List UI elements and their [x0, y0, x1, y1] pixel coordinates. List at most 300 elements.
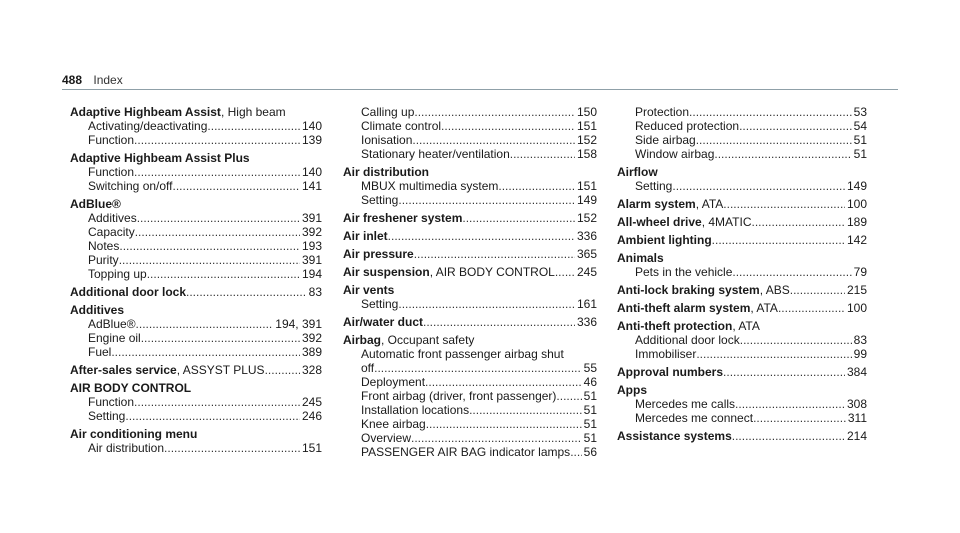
index-subentry [343, 193, 597, 207]
dot-leader [414, 247, 575, 261]
dot-leader [778, 301, 845, 315]
index-subentry [70, 239, 322, 253]
index-entry [343, 283, 597, 311]
index-term-qualifier: , ABS [759, 283, 790, 297]
index-term-text [617, 283, 790, 297]
index-entry [617, 251, 867, 279]
index-entry [343, 165, 597, 207]
index-term-qualifier: , AIR BODY CONTROL [429, 265, 555, 279]
section-title: Index [93, 73, 123, 87]
dot-leader [135, 225, 300, 239]
index-term-text [343, 247, 414, 261]
dot-leader [696, 347, 851, 361]
index-subentry [70, 211, 322, 225]
dot-leader [411, 431, 582, 445]
index-term: Anti-lock braking system [617, 283, 760, 297]
index-entry [70, 303, 322, 359]
index-heading [70, 285, 322, 299]
index-entry [343, 229, 597, 243]
index-subentry [343, 445, 597, 459]
index-subterm: Automatic front passenger airbag shut [361, 347, 564, 361]
index-subentry [617, 179, 867, 193]
index-term-text [343, 265, 555, 279]
dot-leader [510, 147, 575, 161]
index-entry [617, 283, 867, 297]
page-reference[interactable]: 152 [576, 133, 597, 147]
dot-leader [119, 239, 300, 253]
index-subentry [617, 133, 867, 147]
index-term-text [70, 381, 191, 395]
page-reference[interactable]: 215 [846, 283, 867, 297]
dot-leader [423, 315, 575, 329]
index-subentry [70, 345, 322, 359]
index-heading [343, 283, 597, 297]
index-subentry [70, 317, 322, 331]
dot-leader [723, 197, 845, 211]
index-term-text [70, 151, 250, 165]
page-reference[interactable]: 51 [583, 403, 597, 417]
page-reference[interactable]: 151 [576, 179, 597, 193]
dot-leader [134, 395, 300, 409]
index-term-text [617, 319, 760, 333]
dot-leader [265, 363, 300, 377]
index-subentry [70, 225, 322, 239]
index-subentry [70, 133, 322, 147]
dot-leader [147, 267, 300, 281]
index-heading [617, 197, 867, 211]
dot-leader [388, 229, 575, 243]
dot-leader [751, 215, 844, 229]
dot-leader [134, 133, 300, 147]
index-subterm: Additives [88, 211, 137, 225]
index-subterm: Setting [88, 409, 126, 423]
page-reference[interactable]: 51 [853, 147, 867, 161]
header-divider [62, 89, 898, 90]
index-heading [343, 315, 597, 329]
index-term-qualifier: , Occupant safety [381, 333, 475, 347]
index-heading [343, 265, 597, 279]
page-reference[interactable]: 328 [301, 363, 322, 377]
index-subentry [343, 431, 597, 445]
index-subterm: Overview [361, 431, 412, 445]
page-reference[interactable]: 99 [853, 347, 867, 361]
index-subentry [617, 119, 867, 133]
page-reference[interactable]: 158 [576, 147, 597, 161]
index-term-qualifier: , 4MATIC [701, 215, 752, 229]
index-term-text [617, 215, 751, 229]
index-subentry [617, 105, 867, 119]
index-term-text [617, 301, 778, 315]
index-term: Air distribution [343, 165, 429, 179]
dot-leader [441, 119, 575, 133]
index-term-text [343, 333, 474, 347]
page-number: 488 [62, 73, 83, 87]
index-subterm: Function [88, 395, 135, 409]
page-reference[interactable]: 139 [301, 133, 322, 147]
index-entry [617, 429, 867, 443]
index-entry [70, 105, 322, 147]
dot-leader [173, 179, 300, 193]
page-reference[interactable]: 308 [846, 397, 867, 411]
index-subentry [70, 409, 322, 423]
index-subentry [70, 441, 322, 455]
index-term-text [343, 211, 462, 225]
page-reference[interactable]: 79 [853, 265, 867, 279]
index-heading [617, 233, 867, 247]
index-subterm: Deployment [361, 375, 426, 389]
index-entry [617, 197, 867, 211]
page-reference[interactable]: 193 [301, 239, 322, 253]
index-term: Air inlet [343, 229, 388, 243]
page-reference[interactable]: 365 [576, 247, 597, 261]
index-subterm: Purity [88, 253, 119, 267]
index-subterm: Function [88, 165, 135, 179]
index-term-text [617, 165, 658, 179]
page-reference[interactable]: 245 [301, 395, 322, 409]
index-subterm: Switching on/off [88, 179, 173, 193]
index-term: Adaptive Highbeam Assist Plus [70, 151, 250, 165]
page-header [62, 73, 123, 87]
index-heading [617, 165, 867, 179]
dot-leader [790, 283, 845, 297]
page-reference[interactable]: 100 [846, 197, 867, 211]
page-reference[interactable]: 391 [301, 211, 322, 225]
index-entry [70, 427, 322, 455]
index-subterm: Setting [361, 297, 399, 311]
index-subterm: Climate control [361, 119, 442, 133]
index-entry [617, 319, 867, 361]
page-reference[interactable]: 389 [301, 345, 322, 359]
index-term: Air conditioning menu [70, 427, 198, 441]
index-subterm: Notes [88, 239, 120, 253]
page-reference[interactable]: 83 [853, 333, 867, 347]
index-heading [70, 363, 322, 377]
index-subterm: AdBlue® [88, 317, 136, 331]
index-term: Animals [617, 251, 664, 265]
index-subterm: Air distribution [88, 441, 165, 455]
index-term-text [343, 315, 423, 329]
page-reference[interactable]: 246 [301, 409, 322, 423]
index-subterm: Setting [361, 193, 399, 207]
index-heading [617, 283, 867, 297]
index-subentry [343, 389, 597, 403]
index-heading [343, 165, 597, 179]
index-heading [617, 251, 867, 265]
index-term-text [343, 283, 394, 297]
page-reference[interactable]: 214 [846, 429, 867, 443]
index-subentry [617, 347, 867, 361]
page-reference[interactable]: 149 [846, 179, 867, 193]
index-subentry [343, 105, 597, 119]
index-heading [70, 105, 322, 119]
page-reference[interactable]: 391 [301, 253, 322, 267]
index-subentry [617, 147, 867, 161]
index-term: Air suspension [343, 265, 430, 279]
page-reference[interactable]: 51 [583, 389, 597, 403]
page-reference[interactable]: 194, 391 [275, 317, 322, 331]
index-subentry [343, 417, 597, 431]
index-term: Anti-theft protection [617, 319, 733, 333]
index-term: After-sales service [70, 363, 177, 377]
dot-leader [111, 345, 300, 359]
page-reference[interactable]: 194 [301, 267, 322, 281]
dot-leader [136, 317, 274, 331]
index-entry [70, 381, 322, 423]
index-subterm: Mercedes me connect [635, 411, 754, 425]
index-subterm: Front airbag (driver, front passenger) [361, 389, 557, 403]
index-subterm: Side airbag [635, 133, 696, 147]
dot-leader [672, 179, 845, 193]
index-subterm: MBUX multimedia system [361, 179, 499, 193]
page-reference[interactable]: 311 [847, 411, 867, 425]
page-reference[interactable]: 149 [576, 193, 597, 207]
dot-leader [555, 265, 575, 279]
page-reference[interactable]: 142 [846, 233, 867, 247]
index-column-2 [343, 105, 597, 463]
index-entry [70, 363, 322, 377]
index-term: Ambient lighting [617, 233, 712, 247]
index-term: Airflow [617, 165, 658, 179]
page-reference[interactable]: 392 [301, 225, 322, 239]
index-term-text [70, 363, 265, 377]
index-term-text [70, 105, 286, 119]
index-subentry [617, 333, 867, 347]
index-term: Additives [70, 303, 125, 317]
index-heading [343, 333, 597, 347]
page-reference[interactable]: 392 [301, 331, 322, 345]
index-subentry [343, 179, 597, 193]
index-subentry [70, 267, 322, 281]
index-subentry [343, 133, 597, 147]
index-term: Approval numbers [617, 365, 724, 379]
index-entry [70, 197, 322, 281]
index-subterm: Activating/deactivating [88, 119, 208, 133]
index-term: Alarm system [617, 197, 696, 211]
index-subentry [70, 179, 322, 193]
index-term: AIR BODY CONTROL [70, 381, 192, 395]
index-subterm: Function [88, 133, 135, 147]
dot-leader [732, 429, 845, 443]
index-subterm: Window airbag [635, 147, 715, 161]
index-entry [617, 233, 867, 247]
index-term: AdBlue® [70, 197, 121, 211]
index-subterm: Capacity [88, 225, 135, 239]
index-term-qualifier: , ATA [695, 197, 724, 211]
dot-leader [374, 361, 582, 375]
index-heading [617, 319, 867, 333]
index-heading [343, 229, 597, 243]
index-entry [343, 211, 597, 225]
index-heading [70, 427, 322, 441]
index-term-text [343, 229, 388, 243]
index-term-qualifier: , High beam [220, 105, 286, 119]
index-term: Air freshener system [343, 211, 463, 225]
dot-leader [753, 411, 846, 425]
page-reference[interactable]: 140 [301, 165, 322, 179]
page-reference[interactable]: 336 [576, 229, 597, 243]
index-entry [343, 247, 597, 261]
index-heading [617, 429, 867, 443]
page-reference[interactable]: 141 [301, 179, 322, 193]
index-subentry [70, 253, 322, 267]
index-subentry [343, 347, 597, 361]
index-term-qualifier: , ASSYST PLUS [176, 363, 265, 377]
index-column-3 [617, 105, 867, 447]
dot-leader [398, 297, 575, 311]
index-term: Assistance systems [617, 429, 732, 443]
page-reference[interactable]: 100 [846, 301, 867, 315]
index-heading [343, 247, 597, 261]
index-subentry [343, 361, 597, 375]
dot-leader [498, 179, 575, 193]
dot-leader [119, 253, 300, 267]
index-term: Air vents [343, 283, 395, 297]
index-subterm: Stationary heater/ventilation [361, 147, 510, 161]
index-subterm: Topping up [88, 267, 147, 281]
index-subentry [343, 375, 597, 389]
dot-leader [141, 331, 300, 345]
index-term: Airbag [343, 333, 382, 347]
index-subterm: Reduced protection [635, 119, 740, 133]
dot-leader [207, 119, 300, 133]
page-reference[interactable]: 384 [846, 365, 867, 379]
index-term: Air/water duct [343, 315, 424, 329]
page-reference[interactable]: 46 [583, 375, 597, 389]
page-reference[interactable]: 55 [583, 361, 597, 375]
page-reference[interactable]: 336 [576, 315, 597, 329]
index-subentry [343, 119, 597, 133]
index-subterm: Installation locations [361, 403, 470, 417]
index-term-text [617, 233, 712, 247]
index-subentry [70, 119, 322, 133]
index-term-text [70, 427, 197, 441]
index-entry [343, 333, 597, 459]
index-entry [70, 151, 322, 193]
index-term-text [70, 285, 186, 299]
index-subentry [343, 403, 597, 417]
index-subterm: Protection [635, 105, 690, 119]
index-subterm: Mercedes me calls [635, 397, 736, 411]
page-reference[interactable]: 51 [583, 431, 597, 445]
dot-leader [556, 389, 581, 403]
index-subterm: Additional door lock [635, 333, 740, 347]
page-reference[interactable]: 151 [576, 119, 597, 133]
index-term: Additional door lock [70, 285, 186, 299]
index-subterm: Immobiliser [635, 347, 697, 361]
index-subterm: Setting [635, 179, 673, 193]
dot-leader [739, 119, 852, 133]
index-subterm: Knee airbag [361, 417, 426, 431]
page-reference[interactable]: 152 [576, 211, 597, 225]
page-reference[interactable]: 140 [301, 119, 322, 133]
index-subentry [617, 411, 867, 425]
index-term-qualifier: , ATA [750, 301, 778, 315]
index-heading [617, 383, 867, 397]
index-term-text [70, 303, 124, 317]
index-heading [70, 381, 322, 395]
page-reference[interactable]: 150 [576, 105, 597, 119]
page-reference[interactable]: 56 [583, 445, 597, 459]
dot-leader [134, 165, 300, 179]
index-term-text [617, 365, 723, 379]
index-heading [70, 151, 322, 165]
dot-leader [137, 211, 300, 225]
index-heading [70, 303, 322, 317]
index-entry [617, 215, 867, 229]
page-reference[interactable]: 83 [308, 285, 322, 299]
index-subentry [343, 147, 597, 161]
dot-leader [398, 193, 575, 207]
index-subterm: off [361, 361, 375, 375]
dot-leader [414, 105, 575, 119]
index-subterm: PASSENGER AIR BAG indicator lamps [361, 445, 571, 459]
dot-leader [696, 133, 852, 147]
index-entry [343, 265, 597, 279]
page-reference[interactable]: 151 [301, 441, 322, 455]
index-term: All-wheel drive [617, 215, 702, 229]
dot-leader [714, 147, 851, 161]
dot-leader [732, 265, 851, 279]
dot-leader [723, 365, 845, 379]
index-term-text [343, 165, 429, 179]
index-subentry [617, 397, 867, 411]
index-entry [70, 285, 322, 299]
page-reference[interactable]: 51 [853, 133, 867, 147]
index-heading [617, 301, 867, 315]
dot-leader [570, 445, 581, 459]
index-entry [343, 105, 597, 161]
index-term-qualifier: , ATA [732, 319, 760, 333]
index-subterm: Ionisation [361, 133, 413, 147]
dot-leader [740, 333, 852, 347]
page-reference[interactable]: 51 [583, 417, 597, 431]
index-term-text [70, 197, 121, 211]
page-reference[interactable]: 189 [846, 215, 867, 229]
dot-leader [712, 233, 845, 247]
index-column-1 [70, 105, 322, 459]
index-heading [343, 211, 597, 225]
index-subentry [70, 395, 322, 409]
page-reference[interactable]: 245 [576, 265, 597, 279]
index-subentry [70, 165, 322, 179]
dot-leader [462, 211, 575, 225]
index-term: Adaptive Highbeam Assist [70, 105, 221, 119]
dot-leader [426, 417, 582, 431]
index-term: Air pressure [343, 247, 414, 261]
index-entry [617, 105, 867, 161]
dot-leader [689, 105, 852, 119]
index-heading [70, 197, 322, 211]
dot-leader [164, 441, 300, 455]
index-subentry [343, 297, 597, 311]
page-reference[interactable]: 161 [576, 297, 597, 311]
index-entry [617, 383, 867, 425]
index-subterm: Pets in the vehicle [635, 265, 733, 279]
dot-leader [735, 397, 845, 411]
index-heading [617, 365, 867, 379]
index-subterm: Engine oil [88, 331, 141, 345]
dot-leader [125, 409, 300, 423]
index-entry [343, 315, 597, 329]
index-heading [617, 215, 867, 229]
index-subentry [70, 331, 322, 345]
page-reference[interactable]: 54 [853, 119, 867, 133]
index-subterm: Calling up [361, 105, 415, 119]
index-entry [617, 301, 867, 315]
index-subentry [617, 265, 867, 279]
page-reference[interactable]: 53 [853, 105, 867, 119]
dot-leader [469, 403, 582, 417]
